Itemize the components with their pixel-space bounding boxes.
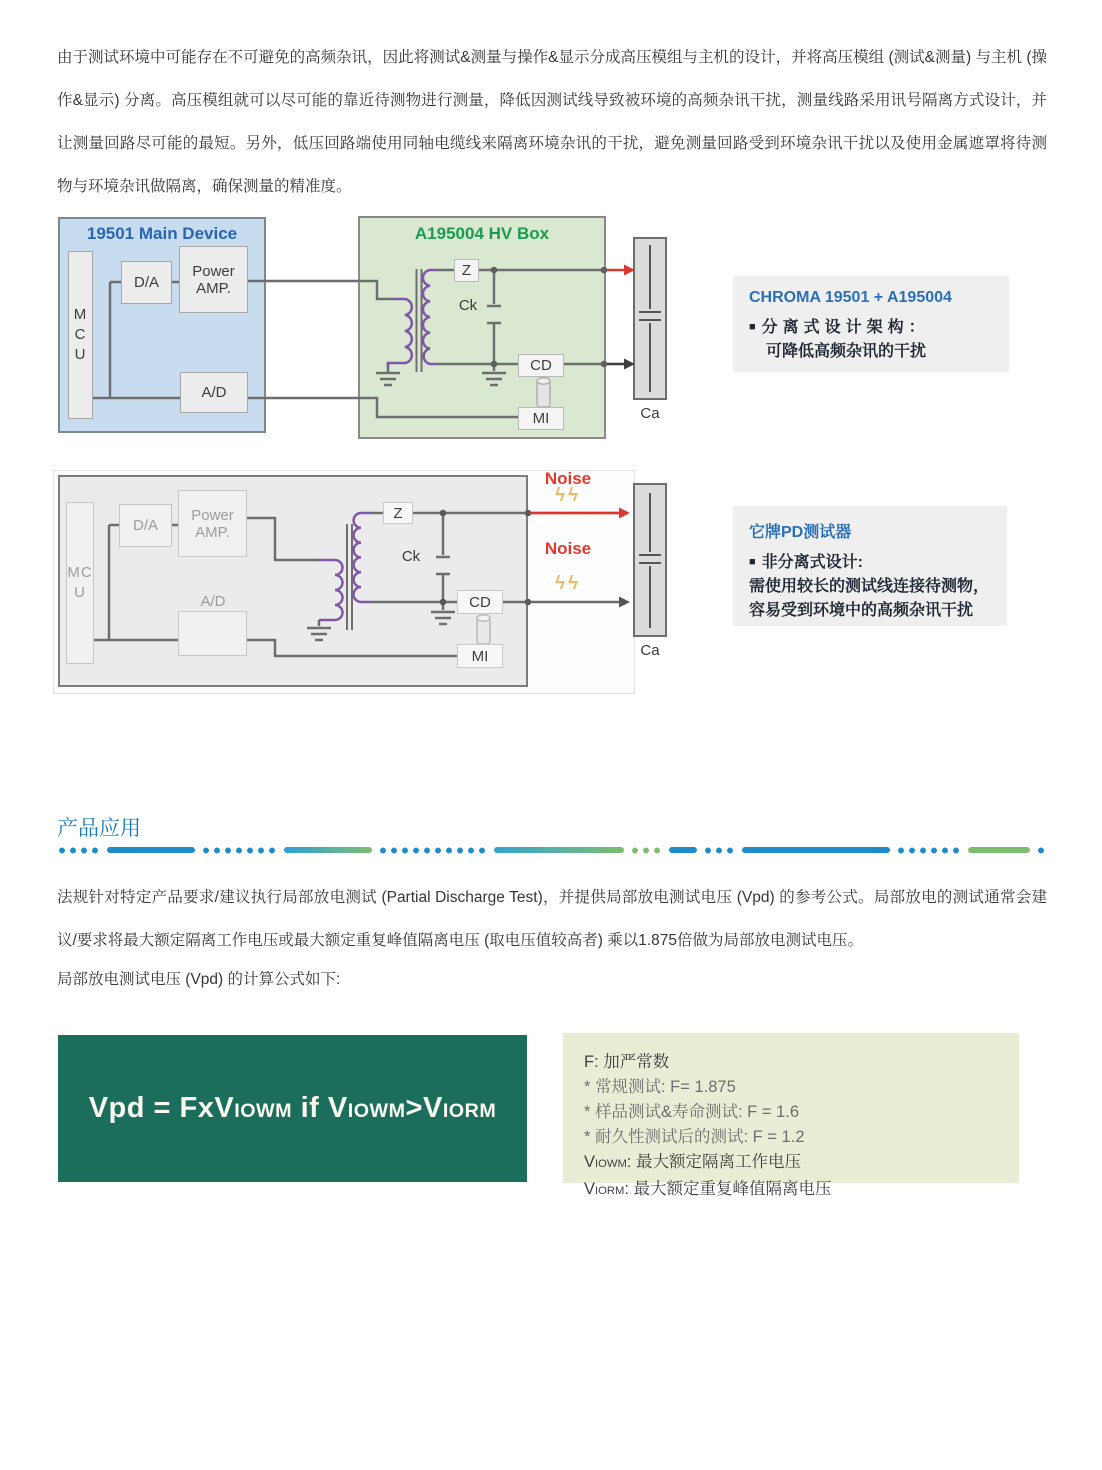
application-paragraph: 法规针对特定产品要求/建议执行局部放电测试 (Partial Discharge Test)，并提供局部放电测试电压 (Vpd) 的参考公式。局部放电的测试通常会建议/要求将最大额定隔离工作电压或最大额定重复峰值隔离电压 (取电压值较高者) 乘以1.875倍做为局部放电测试电压。 xyxy=(57,889,1047,949)
ad-block: A/D xyxy=(180,372,248,413)
legend-line: VIORM: 最大额定重复峰值隔离电压 xyxy=(584,1180,832,1198)
legend-line: * 耐久性测试后的测试: F = 1.2 xyxy=(584,1128,805,1146)
divider-segment xyxy=(896,847,962,854)
divider-segment xyxy=(494,847,624,853)
divider-segment xyxy=(201,847,278,854)
legend-line: F: 加严常数 xyxy=(584,1053,670,1071)
section-title: 产品应用 xyxy=(57,817,141,840)
ca-label: Ca xyxy=(640,641,660,659)
divider-segment xyxy=(968,847,1030,853)
cd-block: CD xyxy=(518,354,564,377)
vpd-formula: Vpd = FxVIOWM if VIOWM>VIORM xyxy=(88,1092,497,1124)
divider-segment xyxy=(703,847,736,854)
divider-segment xyxy=(57,847,101,854)
power-amp-block: Power AMP. xyxy=(179,246,248,313)
bullet-square-icon: ■ xyxy=(749,556,756,568)
callout-other-brand-title: 它牌PD测试器 xyxy=(749,524,852,541)
mcu-block: MCU xyxy=(66,502,94,664)
noise-label-top: Noise xyxy=(544,469,592,488)
callout-other-brand xyxy=(733,506,1007,626)
callout-other-brand-heading: 非分离式设计: xyxy=(761,554,863,571)
divider-segment xyxy=(107,847,195,853)
formula-intro-line: 局部放电测试电压 (Vpd) 的计算公式如下: xyxy=(57,971,341,988)
ad-block xyxy=(178,611,247,656)
callout-chroma-body: 可降低高频杂讯的干扰 xyxy=(766,343,927,360)
cd-block: CD xyxy=(457,590,503,614)
ck-label: Ck xyxy=(458,296,478,314)
legend-line: * 样品测试&寿命测试: F = 1.6 xyxy=(584,1103,799,1121)
legend-line: * 常规测试: F= 1.875 xyxy=(584,1078,736,1096)
noise-label-bottom: Noise xyxy=(544,539,592,558)
da-block: D/A xyxy=(119,504,172,547)
ck-label: Ck xyxy=(401,547,421,565)
vpd-formula-box xyxy=(58,1035,527,1182)
divider-segment xyxy=(742,847,890,853)
callout-chroma-heading: 分离式设计架构： xyxy=(761,319,930,336)
callout-chroma-title: CHROMA 19501 + A195004 xyxy=(749,289,952,306)
intro-paragraph: 由于测试环境中可能存在不可避免的高频杂讯，因此将测试&测量与操作&显示分成高压模组与主机的设计，并将高压模组 (测试&测量) 与主机 (操作&显示) 分离。高压模组就可以尽可能的靠近待测物进行测量，降低因测试线导致被环境的高频杂讯干扰，测量线路采用讯号隔离方式设计，并让测量回路尽可能的最短。另外，低压回路端使用同轴电缆线来隔离环境杂讯的干扰，避免测量回路受到环境杂讯干扰以及使用金属遮罩将待测物与环境杂讯做隔离，确保测量的精准度。 xyxy=(57,49,1047,195)
main-device-title: 19501 Main Device xyxy=(86,224,238,243)
power-amp-block: Power AMP. xyxy=(178,490,247,557)
spark-icon: ϟϟ xyxy=(554,485,582,506)
legend-line: VIOWM: 最大额定隔离工作电压 xyxy=(584,1153,801,1171)
da-block: D/A xyxy=(121,261,172,304)
hv-box-title: A195004 HV Box xyxy=(414,224,550,243)
formula-legend-box xyxy=(563,1033,1019,1198)
diagram-non-separated-design xyxy=(53,468,673,700)
z-block: Z xyxy=(383,502,413,524)
callout-other-brand-body2: 容易受到环境中的高频杂讯干扰 xyxy=(749,602,974,619)
callout-chroma xyxy=(733,276,1009,372)
mi-block: MI xyxy=(457,644,503,668)
ad-label: A/D xyxy=(200,592,226,610)
callout-other-brand-body1: 需使用较长的测试线连接待测物， xyxy=(749,578,990,595)
diagram1-wiring xyxy=(58,215,673,445)
divider-segment xyxy=(1036,847,1045,854)
diagram-separated-design xyxy=(58,215,673,445)
ca-label: Ca xyxy=(640,404,660,422)
spark-icon: ϟϟ xyxy=(554,573,582,594)
divider-segment xyxy=(669,847,697,853)
divider-segment xyxy=(284,847,372,853)
mcu-block: MCU xyxy=(68,251,93,419)
mi-block: MI xyxy=(518,407,564,430)
divider-segment xyxy=(630,847,663,854)
divider-segment xyxy=(378,847,488,854)
section-divider xyxy=(57,846,1045,854)
bullet-square-icon: ■ xyxy=(749,321,756,333)
z-block: Z xyxy=(454,259,479,282)
